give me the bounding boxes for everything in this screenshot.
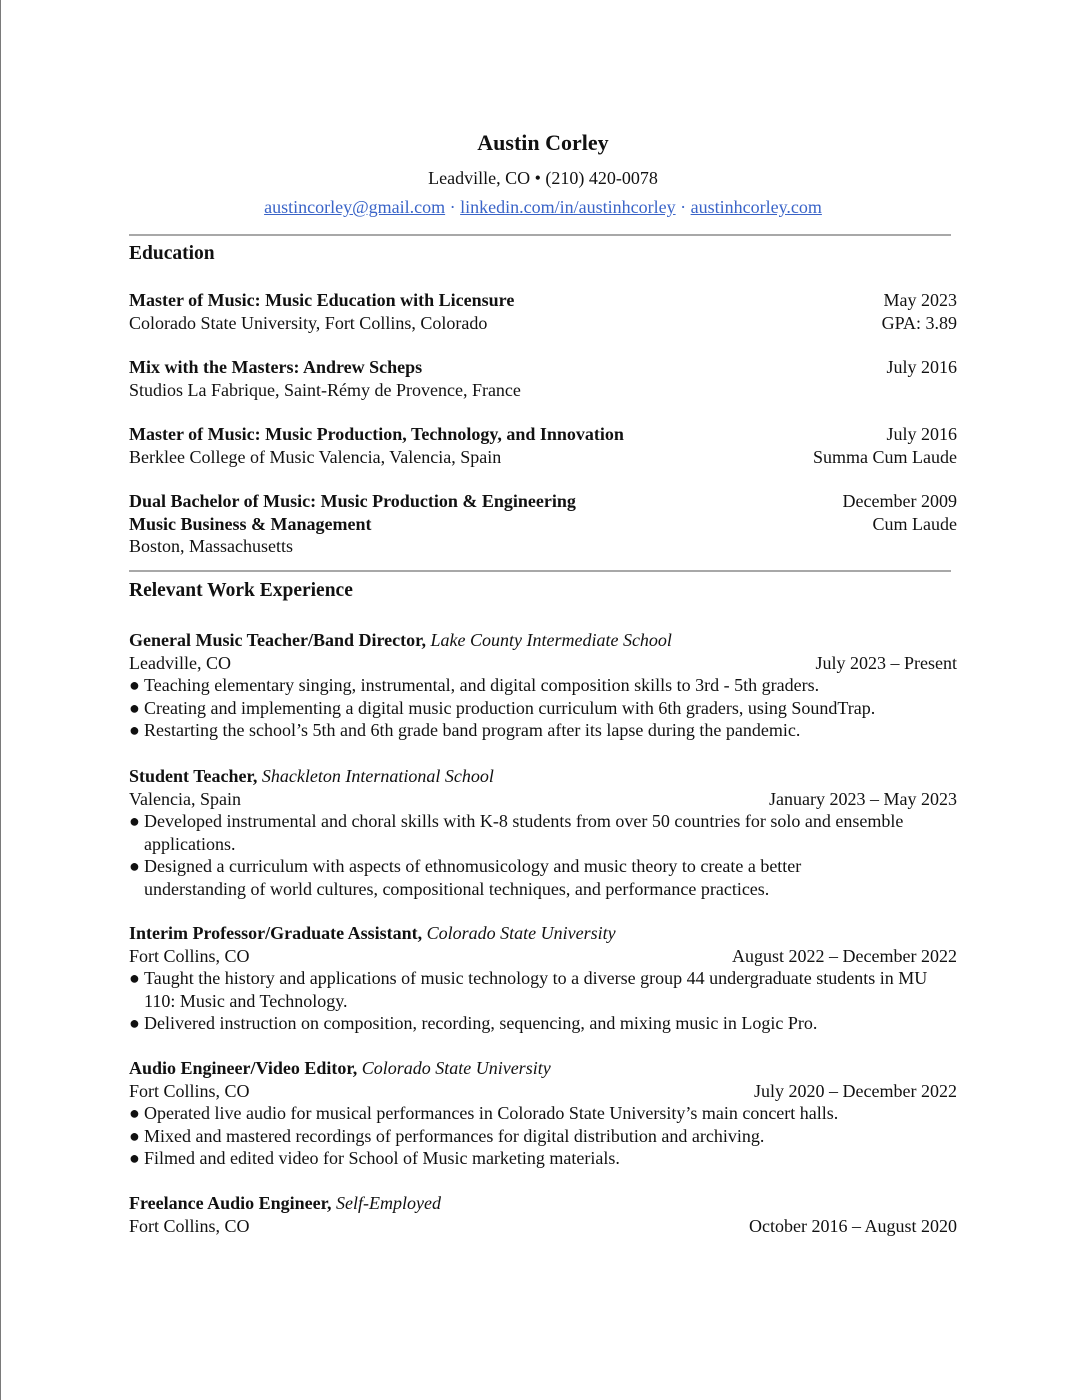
job-bullet: ● Designed a curriculum with aspects of ethnomusicology and music theory to create a better understanding of world cultures, compositional techniques, and performance practices. <box>129 856 802 899</box>
education-heading: Education <box>129 243 215 264</box>
degree-date: December 2009 <box>842 491 957 511</box>
job-role: Interim Professor/Graduate Assistant, <box>129 923 423 943</box>
job-bullet: ● Delivered instruction on composition, recording, sequencing, and mixing music in Logic Pro. <box>129 1013 818 1033</box>
bullet-icon: ● <box>129 811 140 831</box>
job-bullet: ● Operated live audio for musical performances in Colorado State University’s main concert halls. <box>129 1103 839 1123</box>
job-dates: January 2023 – May 2023 <box>769 788 957 809</box>
experience-heading: Relevant Work Experience <box>129 580 353 601</box>
degree-title: Dual Bachelor of Music: Music Production & Engineering <box>129 491 576 511</box>
job-entry <box>129 1057 957 1170</box>
bullet-icon: ● <box>129 675 140 695</box>
degree-title: Master of Music: Music Production, Technology, and Innovation <box>129 424 624 444</box>
job-bullet: ● Creating and implementing a digital music production curriculum with 6th graders, using SoundTrap. <box>129 697 876 718</box>
links-line <box>129 197 957 218</box>
institution: Studios La Fabrique, Saint-Rémy de Provence, France <box>129 379 521 400</box>
job-dates: July 2020 – December 2022 <box>754 1080 957 1101</box>
institution: Colorado State University, Fort Collins, Colorado <box>129 312 488 333</box>
job-role: General Music Teacher/Band Director, <box>129 630 426 650</box>
institution: Berklee College of Music Valencia, Valencia, Spain <box>129 446 502 467</box>
job-dates: August 2022 – December 2022 <box>732 945 957 966</box>
job-role: Freelance Audio Engineer, <box>129 1193 332 1213</box>
job-dates: October 2016 – August 2020 <box>749 1215 957 1236</box>
bullet-icon: ● <box>129 968 140 988</box>
linkedin-link[interactable]: linkedin.com/in/austinhcorley <box>460 197 676 217</box>
degree-date: July 2016 <box>886 357 957 377</box>
job-role: Audio Engineer/Video Editor, <box>129 1058 358 1078</box>
degree-title: Mix with the Masters: Andrew Scheps <box>129 357 423 377</box>
job-location: Leadville, CO <box>129 652 231 673</box>
page-edge <box>0 0 1 1400</box>
section-divider <box>129 570 951 572</box>
degree-note: Summa Cum Laude <box>813 446 957 467</box>
job-entry <box>129 765 957 900</box>
job-bullet: ● Restarting the school’s 5th and 6th grade band program after its lapse during the pandemic. <box>129 720 801 740</box>
job-location: Valencia, Spain <box>129 788 241 809</box>
bullet-icon: ● <box>129 720 140 740</box>
link-separator: · <box>680 197 687 217</box>
education-entry <box>129 423 957 468</box>
job-dates: July 2023 – Present <box>815 652 957 673</box>
job-organization: Colorado State University <box>361 1058 551 1078</box>
institution: Boston, Massachusetts <box>129 536 293 556</box>
job-bullet: ● Teaching elementary singing, instrumental, and digital composition skills to 3rd - 5th graders. <box>129 675 820 695</box>
website-link[interactable]: austinhcorley.com <box>690 197 822 217</box>
job-location: Fort Collins, CO <box>129 945 250 966</box>
education-entry <box>129 490 957 558</box>
bullet-icon: ● <box>129 856 140 876</box>
job-location: Fort Collins, CO <box>129 1080 250 1101</box>
degree-note: Cum Laude <box>872 513 957 534</box>
job-bullet: ● Mixed and mastered recordings of performances for digital distribution and archiving. <box>129 1125 765 1146</box>
link-separator: · <box>449 197 456 217</box>
candidate-name: Austin Corley <box>477 130 609 155</box>
job-role: Student Teacher, <box>129 766 258 786</box>
education-entry <box>129 356 957 401</box>
job-location: Fort Collins, CO <box>129 1215 250 1236</box>
bullet-icon: ● <box>129 1103 140 1123</box>
degree-note: GPA: 3.89 <box>881 312 957 333</box>
degree-date: May 2023 <box>883 290 957 310</box>
job-entry <box>129 922 957 1035</box>
job-bullet: ● Filmed and edited video for School of Music marketing materials. <box>129 1148 620 1168</box>
bullet-icon: ● <box>129 1148 140 1168</box>
bullet-icon: ● <box>129 1125 140 1146</box>
job-organization: Lake County Intermediate School <box>430 630 672 650</box>
job-bullet: ● Taught the history and applications of music technology to a diverse group 44 undergraduate students in MU 110: Music and Technology. <box>129 968 928 1011</box>
job-entry <box>129 629 957 742</box>
job-bullet: ● Developed instrumental and choral skills with K-8 students from over 50 countries for solo and ensemble applications. <box>129 811 904 854</box>
job-entry <box>129 1192 957 1237</box>
bullet-icon: ● <box>129 1013 140 1033</box>
email-link[interactable]: austincorley@gmail.com <box>264 197 446 217</box>
job-organization: Colorado State University <box>426 923 616 943</box>
job-organization: Shackleton International School <box>261 766 494 786</box>
degree-title: Master of Music: Music Education with Licensure <box>129 290 515 310</box>
education-entry <box>129 289 957 334</box>
bullet-icon: ● <box>129 697 140 718</box>
degree-title-second: Music Business & Management <box>129 513 372 534</box>
degree-date: July 2016 <box>886 424 957 444</box>
contact-line: Leadville, CO • (210) 420-0078 <box>428 168 658 188</box>
job-organization: Self-Employed <box>336 1193 441 1213</box>
section-divider <box>129 234 951 236</box>
